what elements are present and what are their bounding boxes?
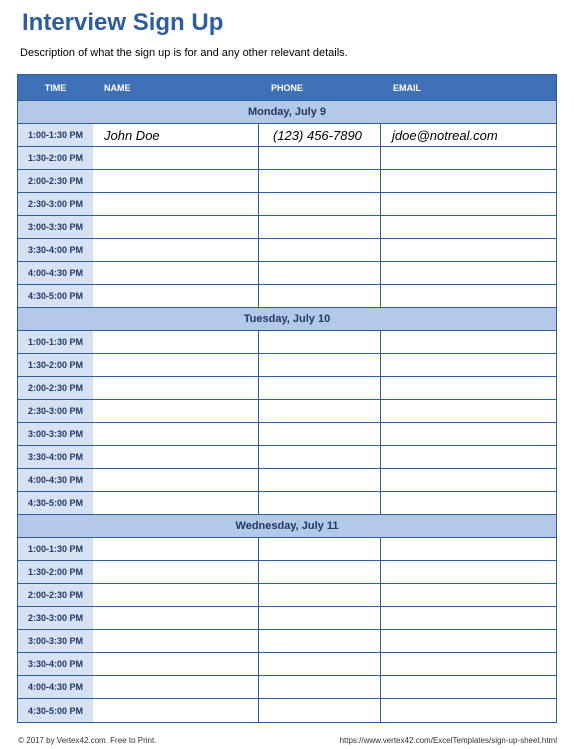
name-cell[interactable] [93,147,259,169]
email-cell[interactable] [381,469,556,491]
name-cell[interactable] [93,446,259,468]
time-cell: 1:00-1:30 PM [18,331,93,353]
name-cell[interactable] [93,285,259,307]
table-row [18,285,556,308]
email-cell[interactable]: jdoe@notreal.com [392,127,498,143]
phone-cell[interactable] [259,584,381,606]
header-phone: PHONE [271,82,304,93]
day-header: Tuesday, July 10 [18,308,556,331]
name-cell[interactable] [93,653,259,675]
phone-cell[interactable] [259,400,381,422]
footer-copyright: © 2017 by Vertex42.com. Free to Print. [18,736,157,745]
email-cell[interactable] [381,561,556,583]
time-cell: 4:30-5:00 PM [18,492,93,514]
email-cell[interactable] [381,377,556,399]
table-row [18,147,556,170]
email-cell[interactable] [381,239,556,261]
time-cell: 4:30-5:00 PM [18,699,93,722]
time-cell: 3:30-4:00 PM [18,653,93,675]
table-row [18,193,556,216]
time-cell: 4:00-4:30 PM [18,469,93,491]
header-email: EMAIL [393,82,421,93]
phone-cell[interactable] [259,607,381,629]
phone-cell[interactable] [259,561,381,583]
phone-cell[interactable]: (123) 456-7890 [259,124,381,146]
table-row [18,446,556,469]
table-row [18,676,556,699]
table-row [18,607,556,630]
time-cell: 3:30-4:00 PM [18,446,93,468]
phone-cell[interactable] [259,630,381,652]
phone-cell[interactable] [259,285,381,307]
name-cell[interactable] [93,492,259,514]
email-cell[interactable] [381,285,556,307]
name-cell[interactable] [93,699,259,722]
email-cell[interactable] [381,676,556,698]
name-cell[interactable] [93,630,259,652]
table-row [18,423,556,446]
table-row [18,561,556,584]
name-cell[interactable] [93,607,259,629]
table-row [18,354,556,377]
phone-cell[interactable] [259,170,381,192]
name-cell[interactable] [93,377,259,399]
table-row [18,630,556,653]
phone-cell[interactable] [259,492,381,514]
table-body [18,101,556,722]
phone-cell[interactable] [259,446,381,468]
name-cell[interactable] [93,262,259,284]
email-cell[interactable] [381,538,556,560]
name-cell[interactable] [93,216,259,238]
time-cell: 2:00-2:30 PM [18,584,93,606]
table-row [18,239,556,262]
page-footer [18,736,557,745]
time-cell: 3:30-4:00 PM [18,239,93,261]
phone-cell[interactable] [259,377,381,399]
email-cell[interactable] [381,216,556,238]
phone-cell[interactable] [259,676,381,698]
email-cell[interactable] [381,400,556,422]
header-name: NAME [104,82,131,93]
email-cell[interactable] [381,653,556,675]
header-time: TIME [44,82,67,93]
email-cell[interactable] [381,630,556,652]
page-title: Interview Sign Up [22,9,224,36]
email-cell[interactable] [381,193,556,215]
day-header: Wednesday, July 11 [18,515,556,538]
table-header [18,75,556,101]
table-row [18,331,556,354]
table-row [18,584,556,607]
phone-cell[interactable] [259,538,381,560]
phone-cell[interactable] [259,354,381,376]
name-cell[interactable]: John Doe [93,124,259,146]
signup-table [17,74,557,723]
time-cell: 3:00-3:30 PM [18,630,93,652]
time-cell: 2:30-3:00 PM [18,400,93,422]
phone-cell[interactable] [259,699,381,722]
phone-cell[interactable] [259,239,381,261]
name-cell[interactable] [93,423,259,445]
table-row [18,216,556,239]
table-row [18,492,556,515]
time-cell: 2:30-3:00 PM [18,193,93,215]
phone-cell[interactable] [259,262,381,284]
name-cell[interactable] [93,561,259,583]
table-row [18,124,556,147]
time-cell: 2:30-3:00 PM [18,607,93,629]
time-cell: 4:00-4:30 PM [18,262,93,284]
time-cell: 1:00-1:30 PM [18,124,93,146]
email-cell[interactable] [381,331,556,353]
time-cell: 1:30-2:00 PM [18,354,93,376]
table-row [18,699,556,722]
email-cell[interactable] [381,699,556,722]
time-cell: 3:00-3:30 PM [18,216,93,238]
email-cell[interactable] [381,262,556,284]
email-cell[interactable] [381,170,556,192]
phone-cell[interactable] [259,331,381,353]
name-cell[interactable] [93,170,259,192]
table-row [18,400,556,423]
time-cell: 1:30-2:00 PM [18,147,93,169]
name-cell[interactable] [93,676,259,698]
time-cell: 4:30-5:00 PM [18,285,93,307]
phone-cell[interactable] [259,147,381,169]
name-cell[interactable] [93,331,259,353]
phone-cell[interactable] [259,469,381,491]
name-cell[interactable] [93,239,259,261]
name-cell[interactable] [93,193,259,215]
time-cell: 1:00-1:30 PM [18,538,93,560]
email-cell[interactable] [381,147,556,169]
page-description: Description of what the sign up is for and any other relevant details. [20,47,348,59]
email-cell[interactable] [381,446,556,468]
email-cell[interactable] [381,354,556,376]
phone-cell[interactable] [259,423,381,445]
time-cell: 1:30-2:00 PM [18,561,93,583]
table-row [18,377,556,400]
time-cell: 3:00-3:30 PM [18,423,93,445]
phone-cell[interactable] [259,216,381,238]
table-row [18,469,556,492]
table-row [18,170,556,193]
name-cell[interactable] [93,469,259,491]
time-cell: 4:00-4:30 PM [18,676,93,698]
name-cell[interactable] [93,354,259,376]
footer-url: https://www.vertex42.com/ExcelTemplates/sign-up-sheet.html [339,736,557,745]
table-row [18,538,556,561]
time-cell: 2:00-2:30 PM [18,170,93,192]
table-row [18,653,556,676]
email-cell[interactable] [381,584,556,606]
time-cell: 2:00-2:30 PM [18,377,93,399]
email-cell[interactable] [381,607,556,629]
phone-cell[interactable] [259,653,381,675]
name-cell[interactable] [93,400,259,422]
phone-cell[interactable] [259,193,381,215]
email-cell[interactable] [381,423,556,445]
table-row [18,262,556,285]
name-cell[interactable] [93,584,259,606]
day-header: Monday, July 9 [18,101,556,124]
name-cell[interactable] [93,538,259,560]
email-cell[interactable] [381,492,556,514]
